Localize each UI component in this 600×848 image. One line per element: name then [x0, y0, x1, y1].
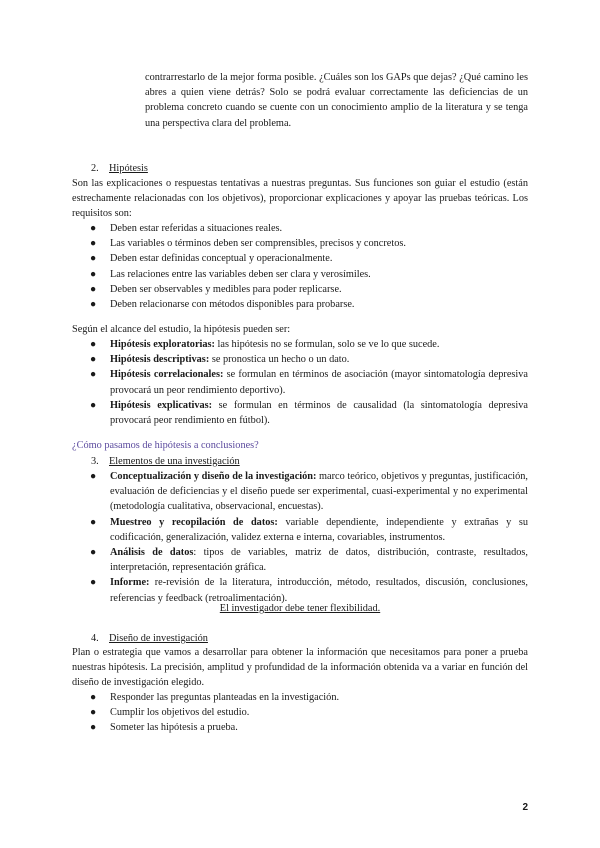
- bullet-icon: ●: [90, 471, 97, 482]
- section-4-title: Diseño de investigación: [109, 633, 208, 644]
- bullet-icon: ●: [90, 223, 97, 234]
- section-2-paragraph: Son las explicaciones o respuestas tentativas a nuestras preguntas. Sus funciones son guiar el estudio (están estrechamente relacionadas con los objetivos), proporcionar explicaciones y apoyar las pruebas teóricas. Los requisitos son:: [72, 178, 528, 220]
- section-3-number: 3.: [91, 456, 99, 467]
- bullet-icon: ●: [90, 692, 97, 703]
- list-item: ● Las variables o términos deben ser comprensibles, precisos y concretos.: [90, 236, 528, 251]
- list-item: ● Hipótesis explicativas: se formulan en términos de causalidad (la sintomatología depresiva provocará peor rendimiento en fútbol).: [90, 399, 528, 427]
- design-goals-list: [90, 690, 528, 736]
- bullet-icon: ●: [90, 369, 97, 381]
- list-item: ● Someter las hipótesis a prueba.: [90, 720, 528, 735]
- types-intro: Según el alcance del estudio, la hipótesis pueden ser:: [72, 324, 291, 335]
- list-item: ● Conceptualización y diseño de la investigación: marco teórico, objetivos y preguntas, justificación, evaluación de deficiencias y el diseño puede ser experimental, cuasi-experimental y no experimental (metodología cualitativa, observacional, encuestas).: [90, 471, 528, 513]
- bullet-icon: ●: [90, 299, 97, 311]
- bullet-icon: ●: [90, 707, 97, 719]
- bullet-icon: ●: [90, 283, 97, 295]
- section-2-heading: [91, 161, 148, 176]
- bullet-icon: ●: [90, 547, 97, 559]
- bullet-icon: ●: [90, 339, 97, 350]
- section-4-heading: [91, 631, 208, 646]
- bullet-icon: ●: [90, 253, 97, 265]
- bullet-icon: ●: [90, 577, 97, 589]
- section-2-title: Hipótesis: [109, 163, 148, 174]
- list-item: ● Muestreo y recopilación de datos: variable dependiente, independiente y extrañas y su codificación, generalización, validez externa e interna, covariables, instrumentos.: [90, 516, 528, 543]
- section-2-number: 2.: [91, 163, 99, 174]
- list-item: ● Análisis de datos: tipos de variables, matriz de datos, distribución, contraste, resultados, interpretación, representación gráfica.: [90, 547, 528, 574]
- bullet-icon: ●: [90, 354, 97, 366]
- list-item: ● Deben ser observables y medibles para poder replicarse.: [90, 282, 528, 297]
- flexibility-note: El investigador debe tener flexibilidad.: [219, 603, 381, 614]
- section-3-heading: [91, 454, 240, 469]
- bullet-icon: ●: [90, 516, 97, 528]
- requirements-list: [90, 221, 528, 312]
- bullet-icon: ●: [90, 722, 97, 734]
- list-item: ● Las relaciones entre las variables deben ser clara y verosímiles.: [90, 267, 528, 282]
- research-elements-list: [90, 469, 528, 606]
- bullet-icon: ●: [90, 268, 97, 280]
- list-item: ● Hipótesis exploratorias: las hipótesis no se formulan, solo se ve lo que sucede.: [90, 337, 528, 352]
- hypothesis-types-list: [90, 337, 528, 428]
- list-item: ● Responder las preguntas planteadas en la investigación.: [90, 690, 528, 705]
- list-item: ● Hipótesis descriptivas: se pronostica un hecho o un dato.: [90, 352, 528, 367]
- list-item: ● Deben relacionarse con métodos disponibles para probarse.: [90, 297, 528, 312]
- section-3-title: Elementos de una investigación: [109, 456, 240, 467]
- question-heading: ¿Cómo pasamos de hipótesis a conclusiones?: [72, 440, 259, 451]
- list-item: ● Cumplir los objetivos del estudio.: [90, 705, 528, 720]
- section-4-number: 4.: [91, 633, 99, 644]
- section-4-paragraph: Plan o estrategia que vamos a desarrollar para obtener la información que necesitamos para poner a prueba nuestras hipótesis. La precisión, amplitud y profundidad de la información obtenida va a variar en función del diseño de investigación elegido.: [72, 647, 528, 689]
- intro-paragraph: contrarrestarlo de la mejor forma posible. ¿Cuáles son los GAPs que dejas? ¿Qué camino les abres a quien viene detrás? Solo se podrá evaluar correctamente las deficiencias de un problema concreto cuando se cuente con un conocimiento amplio de la literatura y se tenga una perspectiva clara del problema.: [145, 72, 528, 129]
- page-number: 2: [522, 802, 528, 813]
- list-item: ● Informe: re-revisión de la literatura, introducción, método, resultados, discusión, conclusiones, referencias y feedback (retroalimentación).: [90, 577, 528, 604]
- list-item: ● Hipótesis correlacionales: se formulan en términos de asociación (mayor sintomatología depresiva provocará un peor rendimiento deportivo).: [90, 369, 528, 396]
- list-item: ● Deben estar definidas conceptual y operacionalmente.: [90, 251, 528, 266]
- bullet-icon: ●: [90, 399, 97, 411]
- bullet-icon: ●: [90, 238, 97, 250]
- list-item: ● Deben estar referidas a situaciones reales.: [90, 221, 528, 236]
